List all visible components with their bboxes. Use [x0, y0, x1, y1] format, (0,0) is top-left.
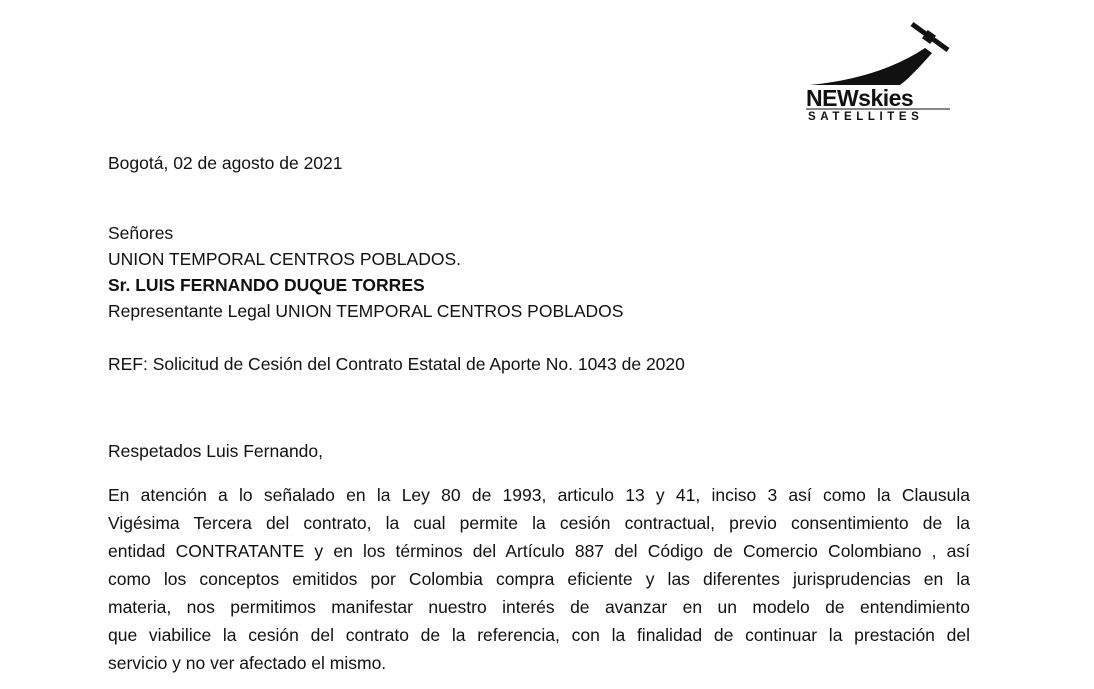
- body-line: entidad CONTRATANTE y en los términos del Artículo 887 del Código de Comercio Colombiano , así: [108, 541, 970, 561]
- recipient-title: Señores: [108, 223, 174, 243]
- body-line: servicio y no ver afectado el mismo.: [108, 653, 387, 673]
- svg-text:SATELLITES: SATELLITES: [808, 111, 924, 123]
- body-line: materia, nos permitimos manifestar nuestro interés de avanzar en un modelo de entendimiento: [108, 597, 970, 617]
- svg-text:NEWskies: NEWskies: [806, 85, 914, 111]
- body-line: como los conceptos emitidos por Colombia compra eficiente y las diferentes jurisprudencias en la: [108, 569, 970, 589]
- body-line: que viabilice la cesión del contrato de la referencia, con la finalidad de continuar la prestación del: [108, 625, 970, 645]
- newskies-logo: [800, 18, 960, 123]
- body-line: Vigésima Tercera del contrato, la cual permite la cesión contractual, previo consentimiento de la: [108, 513, 970, 533]
- recipient-organization: UNION TEMPORAL CENTROS POBLADOS.: [108, 249, 461, 269]
- recipient-role: Representante Legal UNION TEMPORAL CENTROS POBLADOS: [108, 301, 624, 321]
- reference-line: REF: Solicitud de Cesión del Contrato Estatal de Aporte No. 1043 de 2020: [108, 354, 685, 374]
- recipient-name: Sr. LUIS FERNANDO DUQUE TORRES: [108, 275, 425, 295]
- body-line: En atención a lo señalado en la Ley 80 de 1993, articulo 13 y 41, inciso 3 así como la Clausula: [108, 485, 970, 505]
- date-line: Bogotá, 02 de agosto de 2021: [108, 153, 343, 173]
- greeting: Respetados Luis Fernando,: [108, 441, 323, 461]
